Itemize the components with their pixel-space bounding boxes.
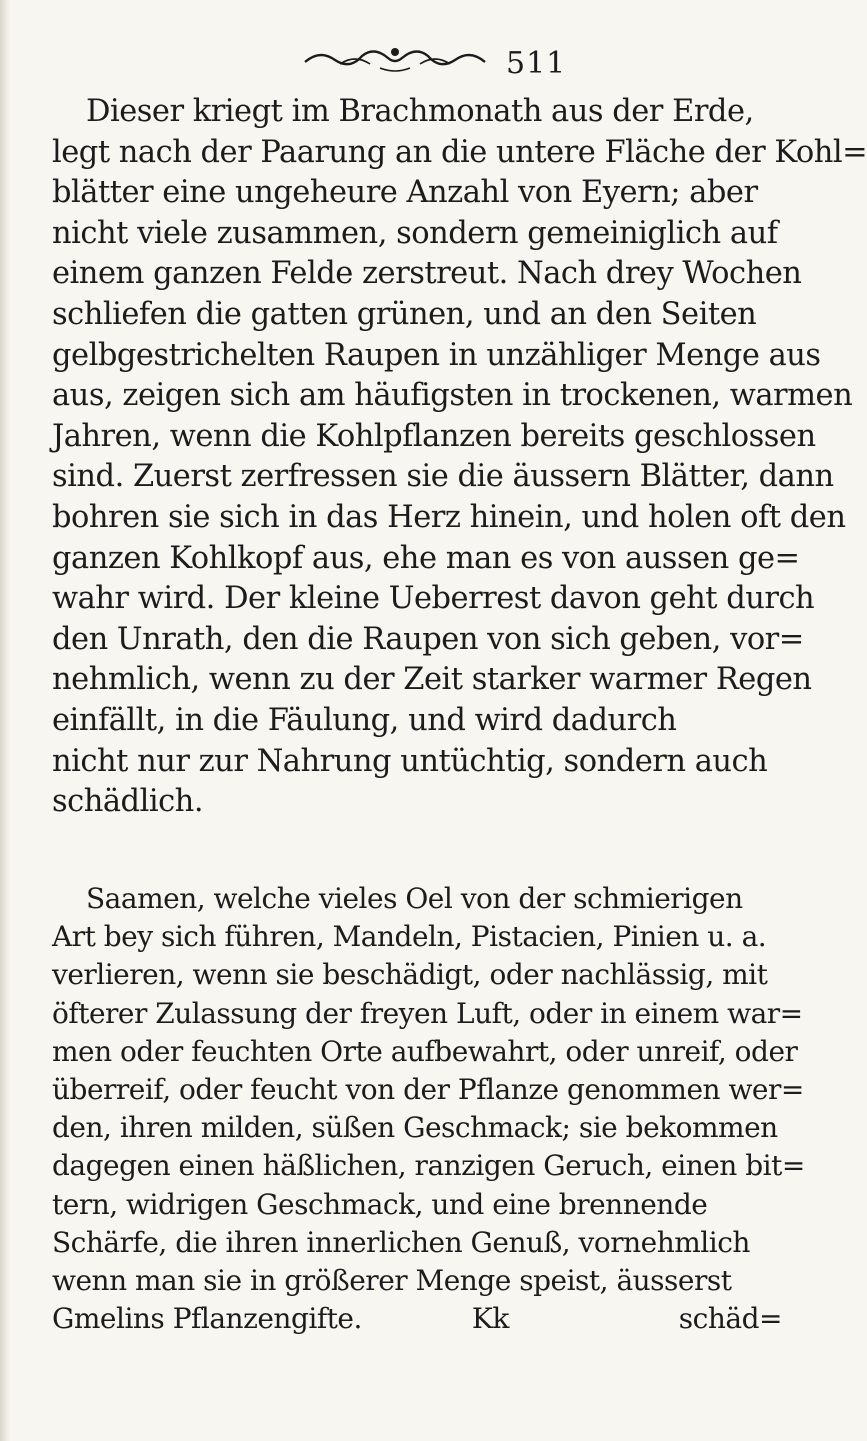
text-line: Saamen, welche vieles Oel von der schmierigen [86, 882, 743, 915]
text-line: Dieser kriegt im Brachmonath aus der Erde, [86, 94, 754, 129]
text-line: blätter eine ungeheure Anzahl von Eyern; aber [52, 175, 758, 211]
paragraph-seeds [52, 880, 805, 1338]
text-line: den, ihren milden, süßen Geschmack; sie bekommen [52, 1111, 778, 1145]
text-line: gelbgestrichelten Raupen in unzähliger Menge aus [52, 337, 821, 373]
paragraph-caterpillars [52, 92, 867, 823]
text-line: einfällt, in die Fäulung, und wird dadurch [52, 702, 677, 738]
text-line: Art bey sich führen, Mandeln, Pistacien, Pinien u. a. [52, 920, 767, 954]
text-line: wahr wird. Der kleine Ueberrest davon geht durch [52, 581, 815, 617]
text-line: einem ganzen Felde zerstreut. Nach drey Wochen [52, 256, 802, 292]
text-line: verlieren, wenn sie beschädigt, oder nachlässig, mit [52, 958, 768, 992]
footer-line [52, 1300, 782, 1338]
text-line: nicht viele zusammen, sondern gemeiniglich auf [52, 215, 778, 251]
text-line: nehmlich, wenn zu der Zeit starker warmer Regen [52, 662, 812, 698]
text-line: men oder feuchten Orte aufbewahrt, oder unreif, oder [52, 1034, 798, 1068]
text-line: überreif, oder feucht von der Pflanze genommen wer= [52, 1073, 804, 1107]
text-line: wenn man sie in größerer Menge speist, äusserst [52, 1264, 732, 1298]
text-line: aus, zeigen sich am häufigsten in trockenen, warmen [52, 378, 853, 414]
text-line: tern, widrigen Geschmack, und eine brennende [52, 1187, 708, 1221]
running-title: Gmelins Pflanzengifte. [52, 1302, 362, 1336]
signature-mark: Kk [471, 1302, 509, 1336]
text-line: schliefen die gatten grünen, und an den Seiten [52, 296, 757, 332]
page-binding-edge [0, 0, 10, 1441]
text-line: nicht nur zur Nahrung untüchtig, sondern auch [52, 743, 768, 779]
page-number: 511 [506, 46, 567, 81]
header-ornament [300, 44, 490, 74]
text-line: ganzen Kohlkopf aus, ehe man es von aussen ge= [52, 540, 800, 576]
text-line: bohren sie sich in das Herz hinein, und holen oft den [52, 499, 846, 535]
text-line: schädlich. [52, 784, 204, 820]
text-line: dagegen einen häßlichen, ranzigen Geruch, einen bit= [52, 1149, 805, 1183]
text-line: legt nach der Paarung an die untere Fläche der Kohl= [52, 134, 867, 170]
catchword: schäd= [678, 1302, 782, 1336]
text-line: Jahren, wenn die Kohlpflanzen bereits geschlossen [52, 418, 816, 454]
text-line: sind. Zuerst zerfressen sie die äussern Blätter, dann [52, 459, 834, 495]
text-line: den Unrath, den die Raupen von sich geben, vor= [52, 621, 804, 657]
text-line: öfterer Zulassung der freyen Luft, oder in einem war= [52, 996, 803, 1030]
text-line: Schärfe, die ihren innerlichen Genuß, vornehmlich [52, 1225, 750, 1259]
